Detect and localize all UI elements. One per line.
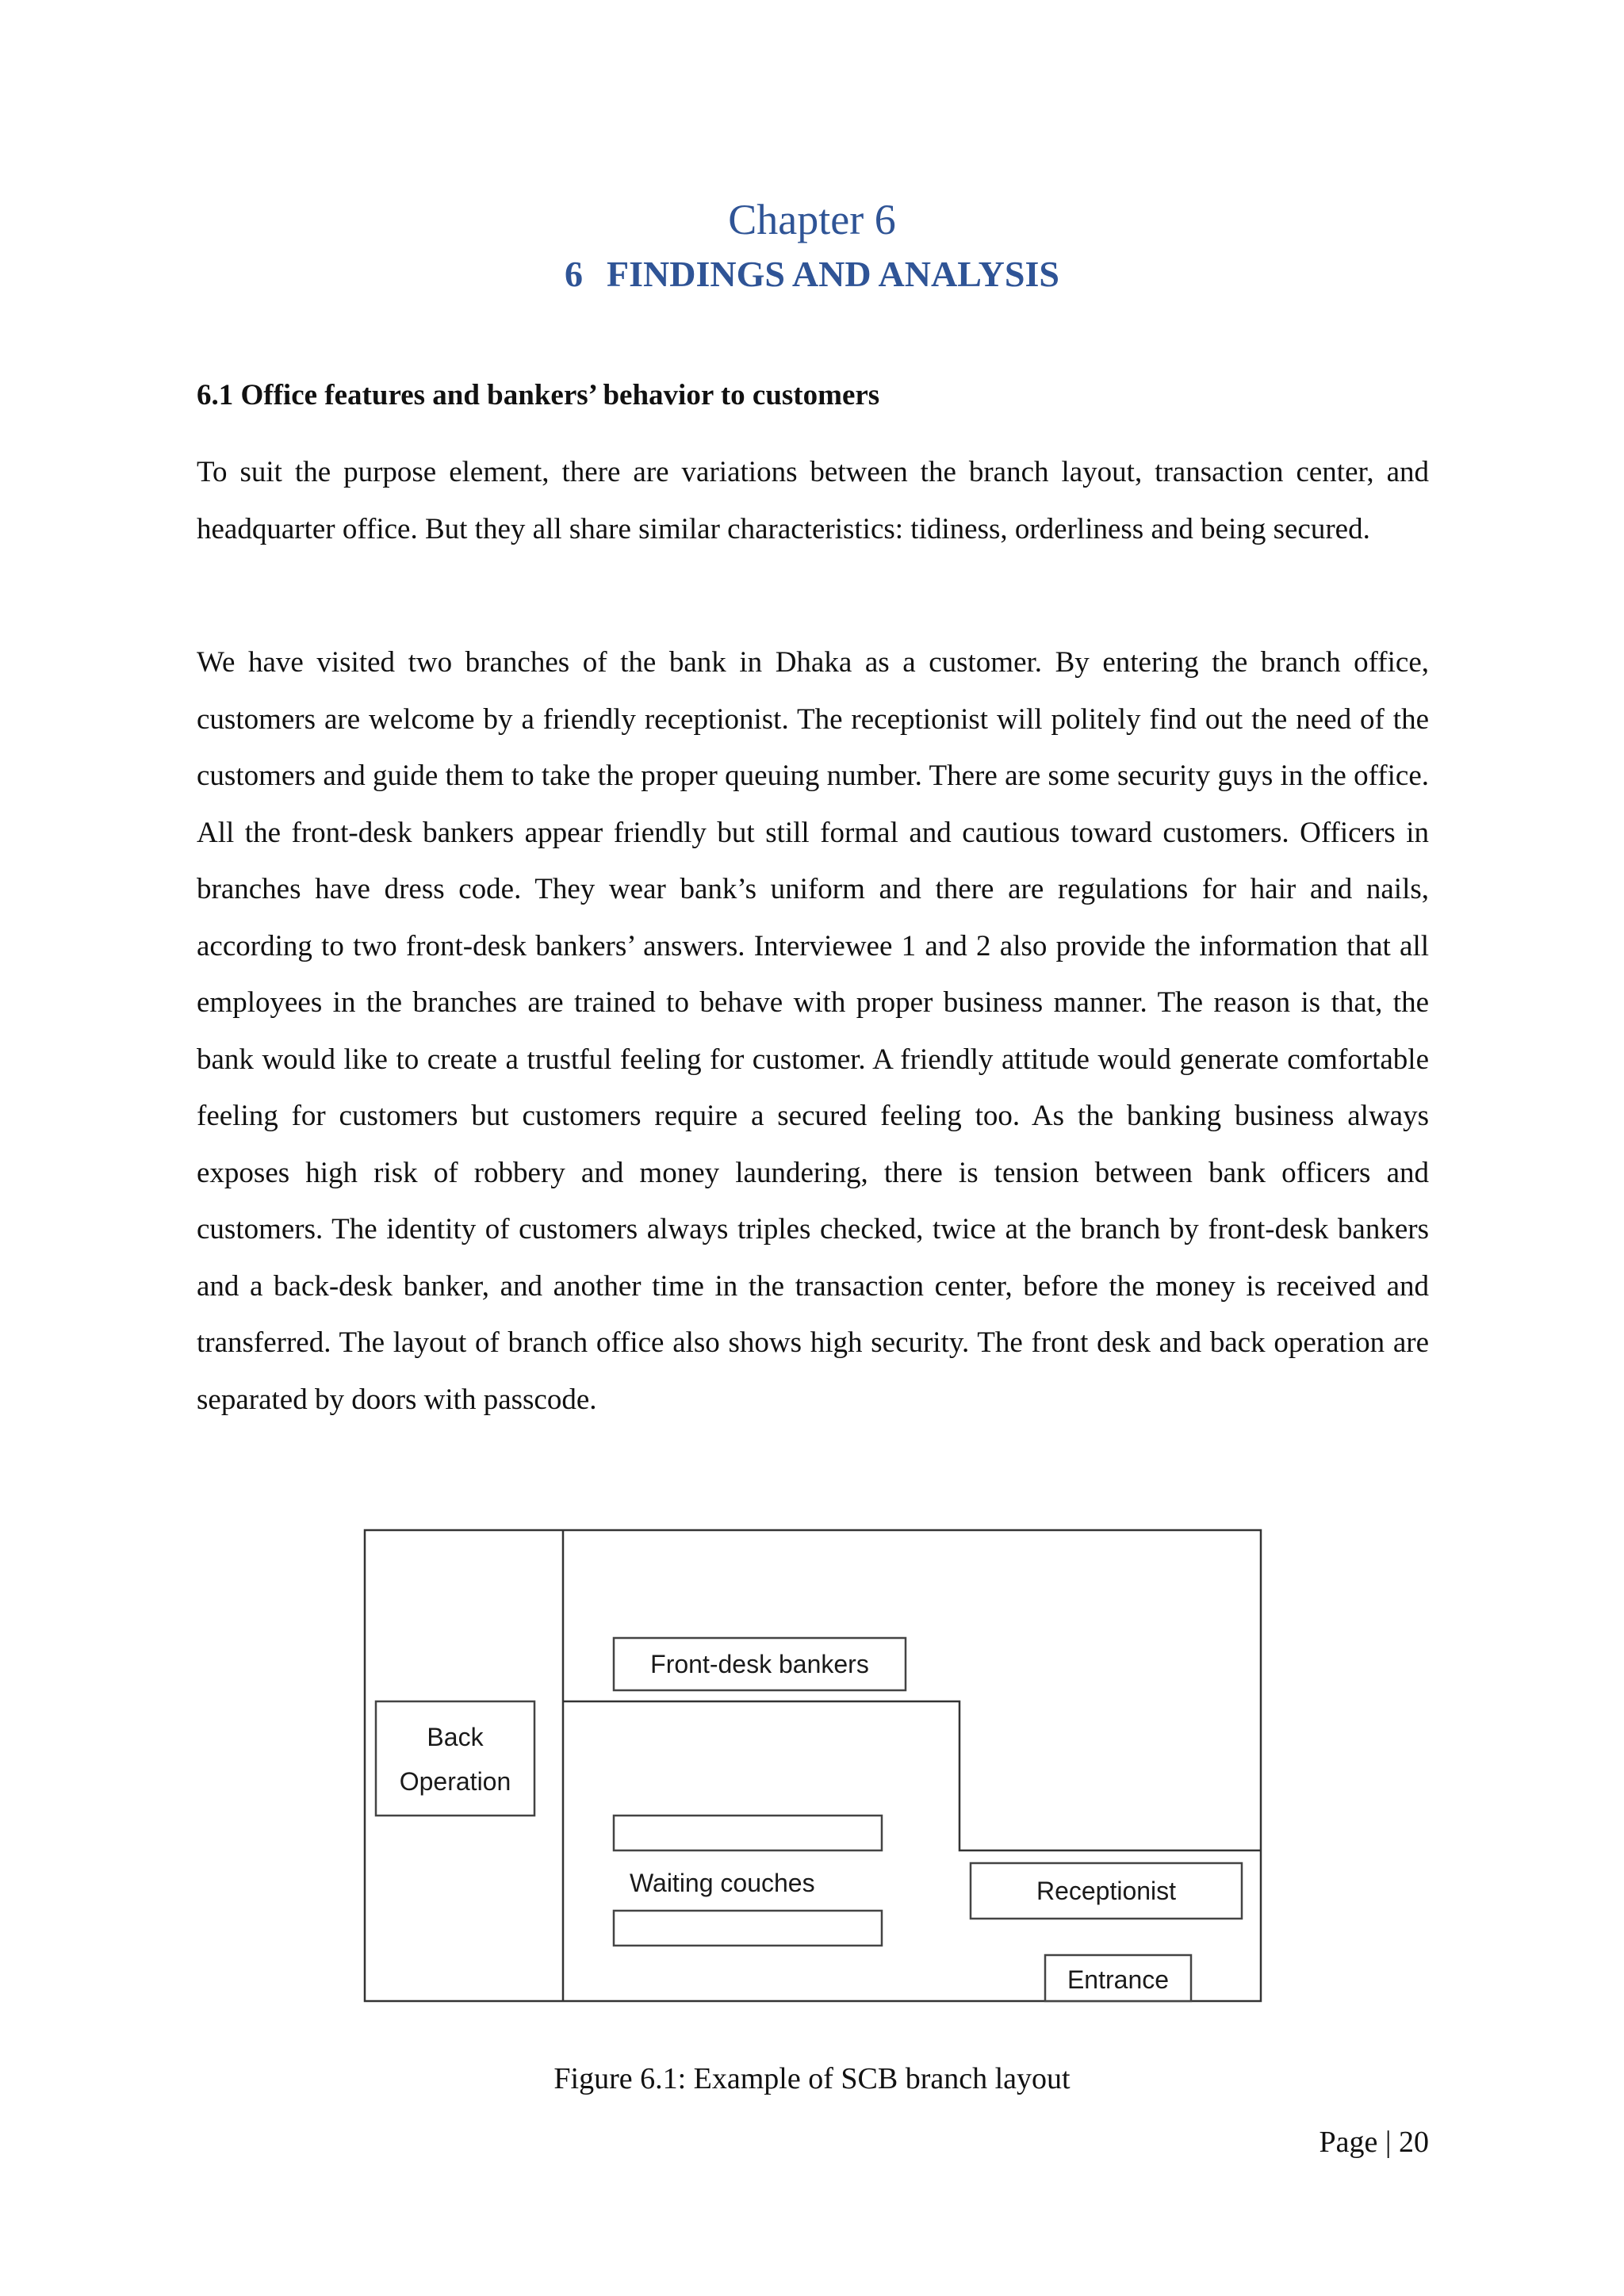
section-heading: 6.1 Office features and bankers’ behavior to customers (197, 379, 880, 411)
paragraph-1: To suit the purpose element, there are variations between the branch layout, transaction center, and headquarter office. But they all share similar characteristics: tidiness, orderliness and being secured. (197, 456, 1429, 545)
page-number: Page | 20 (1319, 2126, 1429, 2159)
waiting-couch-top (614, 1816, 882, 1850)
chapter-title-text: FINDINGS AND ANALYSIS (607, 254, 1059, 294)
back-operation-label-line1: Back (427, 1723, 484, 1751)
back-operation-label-line2: Operation (399, 1767, 511, 1796)
chapter-number: 6 (565, 254, 584, 294)
branch-layout-diagram (363, 1529, 1262, 2003)
back-operation-box (376, 1701, 534, 1816)
waiting-couch-bottom (614, 1911, 882, 1946)
chapter-label: Chapter 6 (728, 196, 896, 243)
waiting-couches-label: Waiting couches (630, 1869, 815, 1897)
entrance-label: Entrance (1067, 1965, 1170, 1994)
branch-layout-figure (363, 1529, 1262, 2003)
receptionist-label: Receptionist (1036, 1877, 1177, 1905)
paragraph-2: We have visited two branches of the bank in Dhaka as a customer. By entering the branch office, customers are welcome by a friendly receptionist. The receptionist will politely find out the need of the customers and guide them to take the proper queuing number. There are some security guys in the office. All the front-desk bankers appear friendly but still formal and cautious toward customers. Officers in branches have dress code. They wear bank’s uniform and there are regulations for hair and nails, according to two front-desk bankers’ answers. Interviewee 1 and 2 also provide the information that all employees in the branches are trained to behave with proper business manner. The reason is that, the bank would like to create a trustful feeling for customer. A friendly attitude would generate comfortable feeling for customers but customers require a secured feeling too. As the banking business always exposes high risk of robbery and money laundering, there is tension between bank officers and customers. The identity of customers always triples checked, twice at the branch by front-desk bankers and a back-desk banker, and another time in the transaction center, before the money is received and transferred. The layout of branch office also shows high security. The front desk and back operation are separated by doors with passcode. (197, 646, 1429, 1416)
figure-caption: Figure 6.1: Example of SCB branch layout (553, 2062, 1071, 2095)
front-desk-label: Front-desk bankers (650, 1650, 869, 1678)
chapter-title (0, 252, 1624, 296)
